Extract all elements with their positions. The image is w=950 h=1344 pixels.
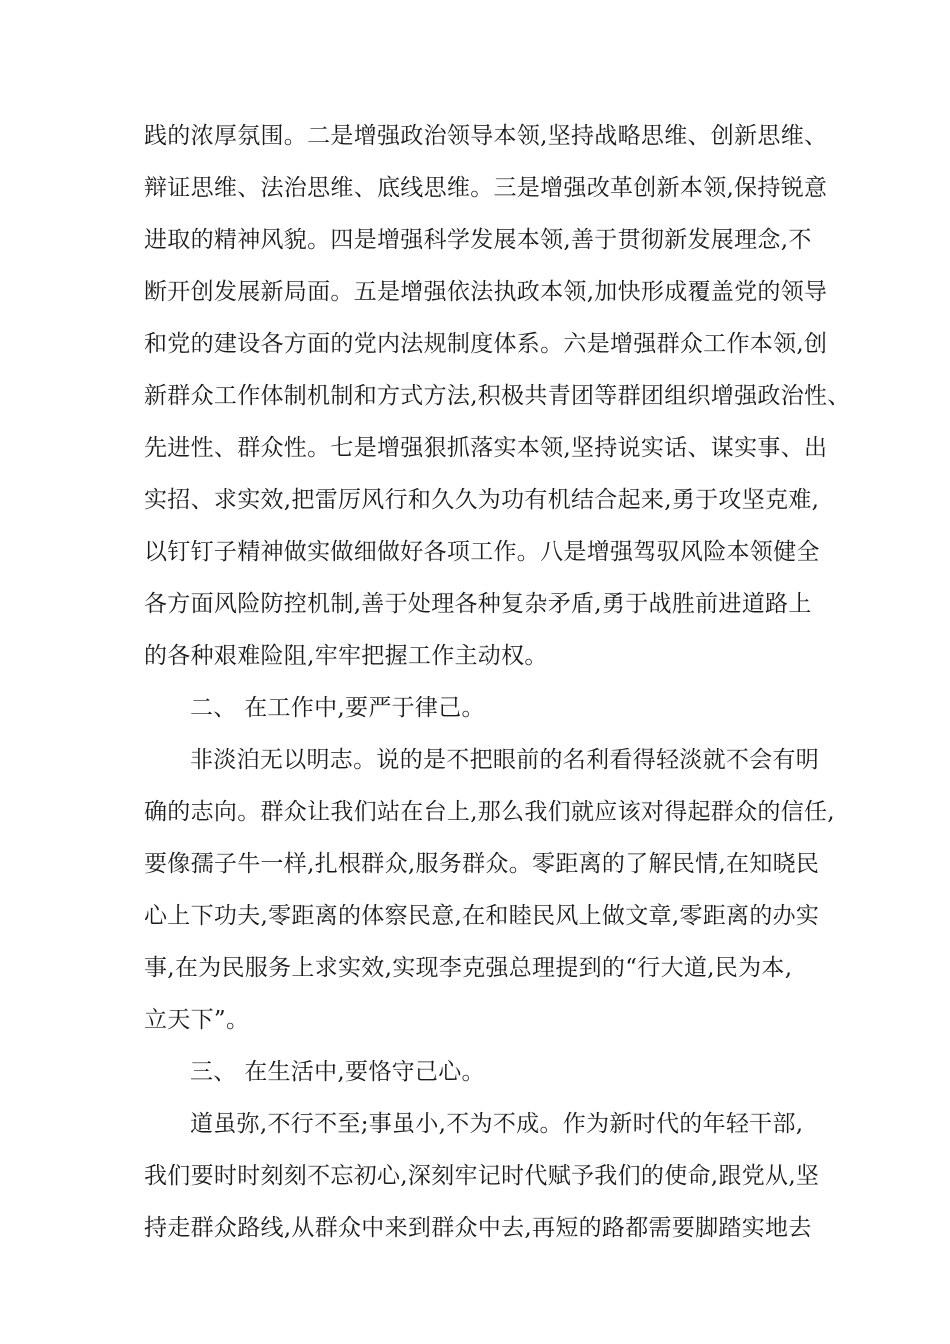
text-line: 各方面风险防控机制,善于处理各种复杂矛盾,勇于战胜前进道路上 [144, 591, 812, 617]
text-line: 我们要时时刻刻不忘初心,深刻牢记时代赋予我们的使命,跟党从,坚 [144, 1163, 820, 1189]
text-line: 先进性、群众性。七是增强狠抓落实本领,坚持说实话、谋实事、出 [144, 435, 828, 461]
text-line: 辩证思维、法治思维、底线思维。三是增强改革创新本领,保持锐意 [144, 175, 828, 201]
text-line: 断开创发展新局面。五是增强依法执政本领,加快形成覆盖党的领导 [144, 279, 828, 305]
text-line: 立天下”。 [144, 1007, 250, 1033]
text-line: 要像孺子牛一样,扎根群众,服务群众。零距离的了解民情,在知晓民 [144, 851, 820, 877]
text-line: 心上下功夫,零距离的体察民意,在和睦民风上做文章,零距离的办实 [144, 903, 820, 929]
text-line: 实招、求实效,把雷厉风行和久久为功有机结合起来,勇于攻坚克难, [144, 487, 820, 513]
section-heading-3: 三、 在生活中,要恪守己心。 [190, 1059, 485, 1085]
text-line: 进取的精神风貌。四是增强科学发展本领,善于贯彻新发展理念,不 [144, 227, 812, 253]
text-line: 践的浓厚氛围。二是增强政治领导本领,坚持战略思维、创新思维、 [144, 123, 828, 149]
text-line: 和党的建设各方面的党内法规制度体系。六是增强群众工作本领,创 [144, 331, 828, 357]
text-line: 道虽弥,不行不至;事虽小,不为不成。作为新时代的年轻干部, [190, 1111, 804, 1137]
text-line: 确的志向。群众让我们站在台上,那么我们就应该对得起群众的信任, [144, 799, 835, 825]
text-line: 的各种艰难险阻,牢牢把握工作主动权。 [144, 643, 548, 669]
section-heading-2: 二、 在工作中,要严于律己。 [190, 695, 485, 721]
text-line: 新群众工作体制机制和方式方法,积极共青团等群团组织增强政治性、 [144, 383, 851, 409]
text-line: 以钉钉子精神做实做细做好各项工作。八是增强驾驭风险本领健全 [144, 539, 820, 565]
text-line: 非淡泊无以明志。说的是不把眼前的名利看得轻淡就不会有明 [190, 747, 820, 773]
text-line: 持走群众路线,从群众中来到群众中去,再短的路都需要脚踏实地去 [144, 1215, 812, 1241]
text-line: 事,在为民服务上求实效,实现李克强总理提到的“行大道,民为本, [144, 955, 793, 981]
